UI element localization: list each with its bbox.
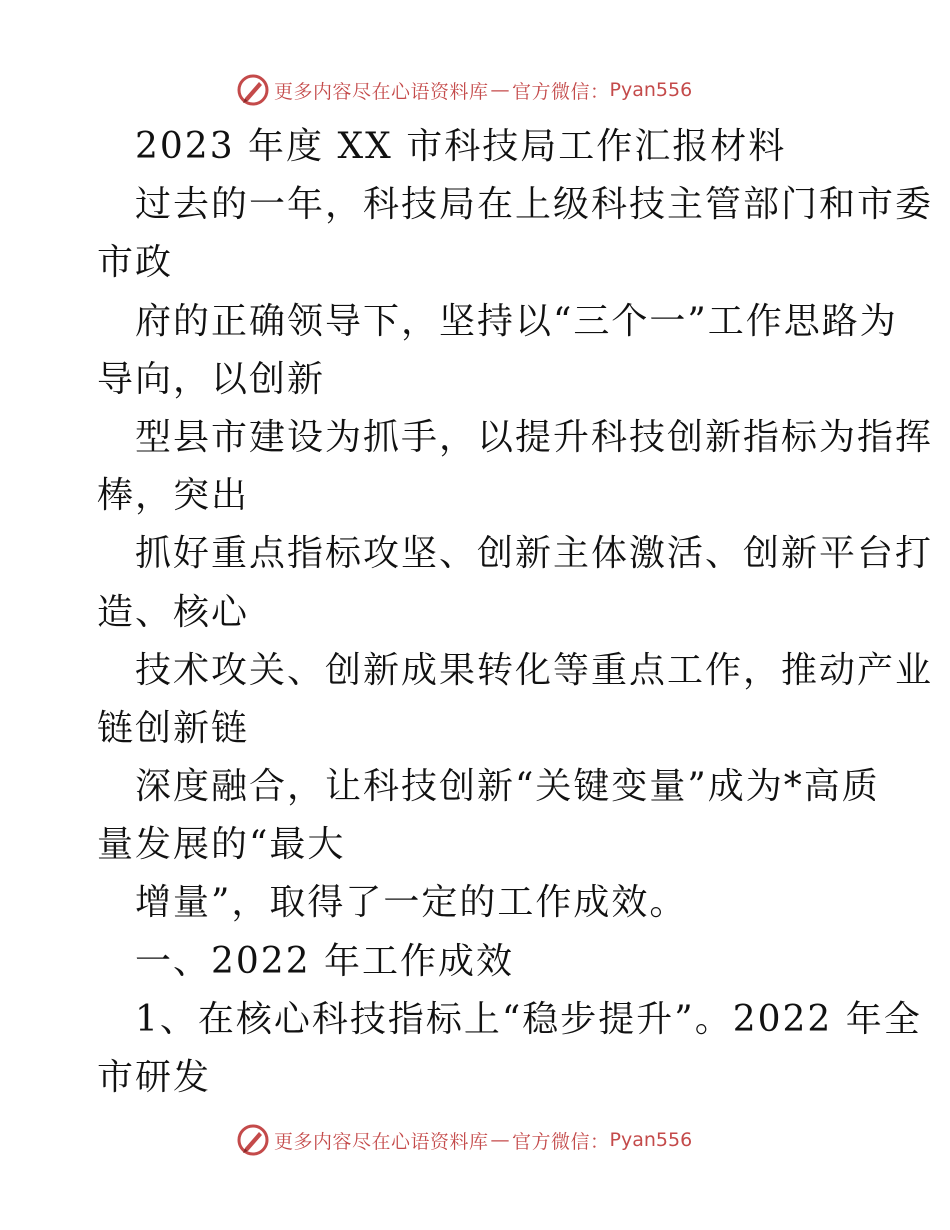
- watermark-footer: [236, 1123, 692, 1157]
- watermark-id: Pyan556: [609, 1129, 693, 1151]
- text-line: 棒，突出: [97, 475, 250, 517]
- pen-logo-icon: [236, 1123, 270, 1157]
- text-line: 链创新链: [97, 707, 250, 749]
- text-line: 增量”，取得了一定的工作成效。: [135, 882, 688, 924]
- watermark-label: 官方微信：: [512, 80, 610, 103]
- text-line: 抓好重点指标攻坚、创新主体激活、创新平台打: [135, 533, 934, 575]
- text-line: 技术攻关、创新成果转化等重点工作，推动产业: [135, 649, 934, 691]
- text-line: 府的正确领导下，坚持以“三个一”工作思路为: [135, 300, 898, 342]
- text-line: 1、在核心科技指标上“稳步提升”。2022 年全: [135, 998, 922, 1040]
- text-line: 造、核心: [97, 591, 250, 633]
- watermark-text: 更多内容尽在心语资料库: [274, 80, 489, 103]
- document-title: 2023 年度 XX 市科技局工作汇报材料: [135, 126, 787, 167]
- watermark-separator: —: [490, 1129, 511, 1151]
- text-line: 深度融合，让科技创新“关键变量”成为*高质: [135, 766, 880, 808]
- watermark-id: Pyan556: [609, 79, 693, 101]
- text-line: 市研发: [97, 1057, 212, 1098]
- section-heading: 一、2022 年工作成效: [135, 940, 515, 982]
- watermark-label: 官方微信：: [512, 1130, 610, 1153]
- text-line: 量发展的“最大: [97, 824, 346, 866]
- text-line: 市政: [97, 242, 174, 284]
- text-line: 过去的一年，科技局在上级科技主管部门和市委: [135, 184, 934, 226]
- text-line: 型县市建设为抓手，以提升科技创新指标为指挥: [135, 416, 934, 458]
- watermark-separator: —: [490, 79, 511, 101]
- watermark-text: 更多内容尽在心语资料库: [274, 1130, 489, 1153]
- pen-logo-icon: [236, 73, 270, 107]
- document-body: [97, 118, 934, 1107]
- text-line: 导向，以创新: [97, 358, 326, 400]
- watermark-header: [236, 73, 692, 107]
